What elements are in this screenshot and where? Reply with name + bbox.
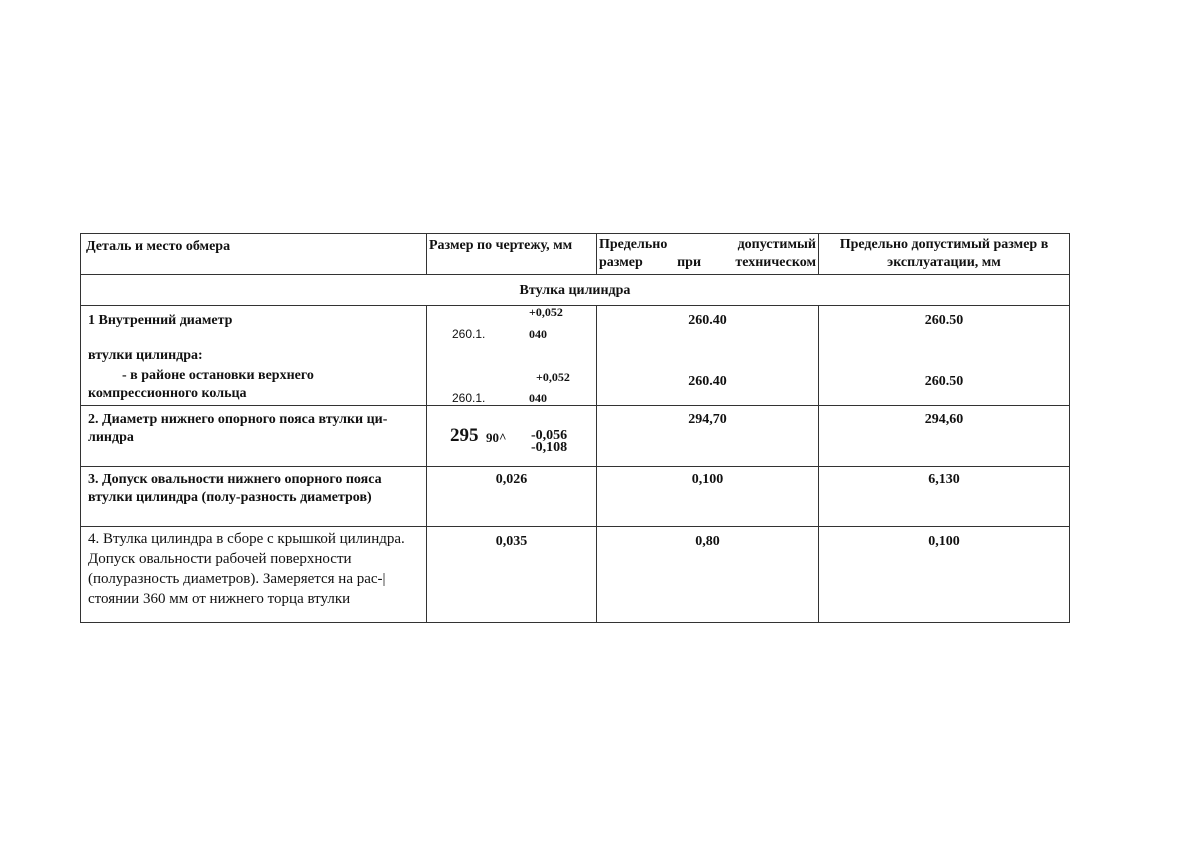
row1-size-a-upper-tolerance: +0,052 <box>529 305 563 319</box>
row4-exploitation-limit: 0,100 <box>928 534 960 549</box>
row1-exploitation-limit-b: 260.50 <box>924 374 964 389</box>
row2-size-sub: 90^ <box>486 430 507 445</box>
row4-drawing-size: 0,035 <box>495 534 528 549</box>
row3-drawing-size: 0,026 <box>495 472 528 487</box>
row2-label-line2: линдра <box>88 430 134 445</box>
row4-label-line3: (полуразность диаметров). Замеряется на рас-| <box>88 571 386 587</box>
measurement-table <box>80 233 1070 623</box>
header-exploitation-limit-line1: Предельно допустимый размер в <box>839 237 1049 252</box>
header-drawing-size: Размер по чертежу, мм <box>429 238 573 253</box>
row4-tech-limit: 0,80 <box>695 534 720 549</box>
col-divider-1 <box>426 305 427 623</box>
col-divider-2 <box>596 305 597 623</box>
header-divider <box>80 274 1070 275</box>
row2-divider <box>80 466 1070 467</box>
row1-tech-limit-b: 260.40 <box>688 374 727 389</box>
table-border-top <box>80 233 1070 234</box>
row3-divider <box>80 526 1070 527</box>
row4-label-line1: 4. Втулка цилиндра в сборе с крышкой цилиндра. <box>88 531 405 547</box>
header-exploitation-limit-line2: эксплуатации, мм <box>887 255 1001 270</box>
row2-tech-limit: 294,70 <box>688 412 727 427</box>
row3-exploitation-limit: 6,130 <box>928 472 960 487</box>
row1-size-a-base: 260.1. <box>452 327 486 341</box>
row4-label-line2: Допуск овальности рабочей поверхности <box>88 551 352 567</box>
row1-tech-limit-a: 260.40 <box>688 313 727 328</box>
col-divider-3-header <box>818 233 819 274</box>
row3-label-line1: 3. Допуск овальности нижнего опорного пояса <box>88 472 382 487</box>
header-tech-limit-line2: размер при техническом <box>599 255 816 270</box>
row1-label-line4: компрессионного кольца <box>88 386 247 401</box>
section-title: Втулка цилиндра <box>519 283 631 298</box>
col-divider-3 <box>818 305 819 623</box>
col-divider-1-header <box>426 233 427 274</box>
col-divider-2-header <box>596 233 597 274</box>
row1-size-a-lower-tolerance: 040 <box>529 327 547 341</box>
row2-upper-tolerance: -0,056 <box>531 428 568 443</box>
row4-label-line4: стоянии 360 мм от нижнего торца втулки <box>88 591 351 607</box>
section-divider <box>80 305 1070 306</box>
header-tech-limit-line1: Предельно допустимый <box>599 237 816 252</box>
row3-label-line2: втулки цилиндра (полу-разность диаметров) <box>88 490 372 505</box>
row2-lower-tolerance: -0,108 <box>531 440 568 455</box>
row2-exploitation-limit: 294,60 <box>924 412 964 427</box>
row1-label-line2: втулки цилиндра: <box>88 348 203 363</box>
row1-label-line3: - в районе остановки верхнего <box>122 368 314 383</box>
row2-size-main: 295 <box>450 425 479 446</box>
row3-tech-limit: 0,100 <box>691 472 724 487</box>
row1-label-line1: 1 Внутренний диаметр <box>88 313 233 328</box>
row1-divider <box>80 405 1070 406</box>
row1-exploitation-limit-a: 260.50 <box>924 313 964 328</box>
row2-label-line1: 2. Диаметр нижнего опорного пояса втулки ци- <box>88 412 388 427</box>
row1-size-b-upper-tolerance: +0,052 <box>536 370 570 384</box>
row1-size-b-lower-tolerance: 040 <box>529 391 547 405</box>
table-border-bottom <box>80 622 1070 623</box>
row1-size-b-base: 260.1. <box>452 391 486 405</box>
header-part-location: Деталь и место обмера <box>86 239 231 254</box>
